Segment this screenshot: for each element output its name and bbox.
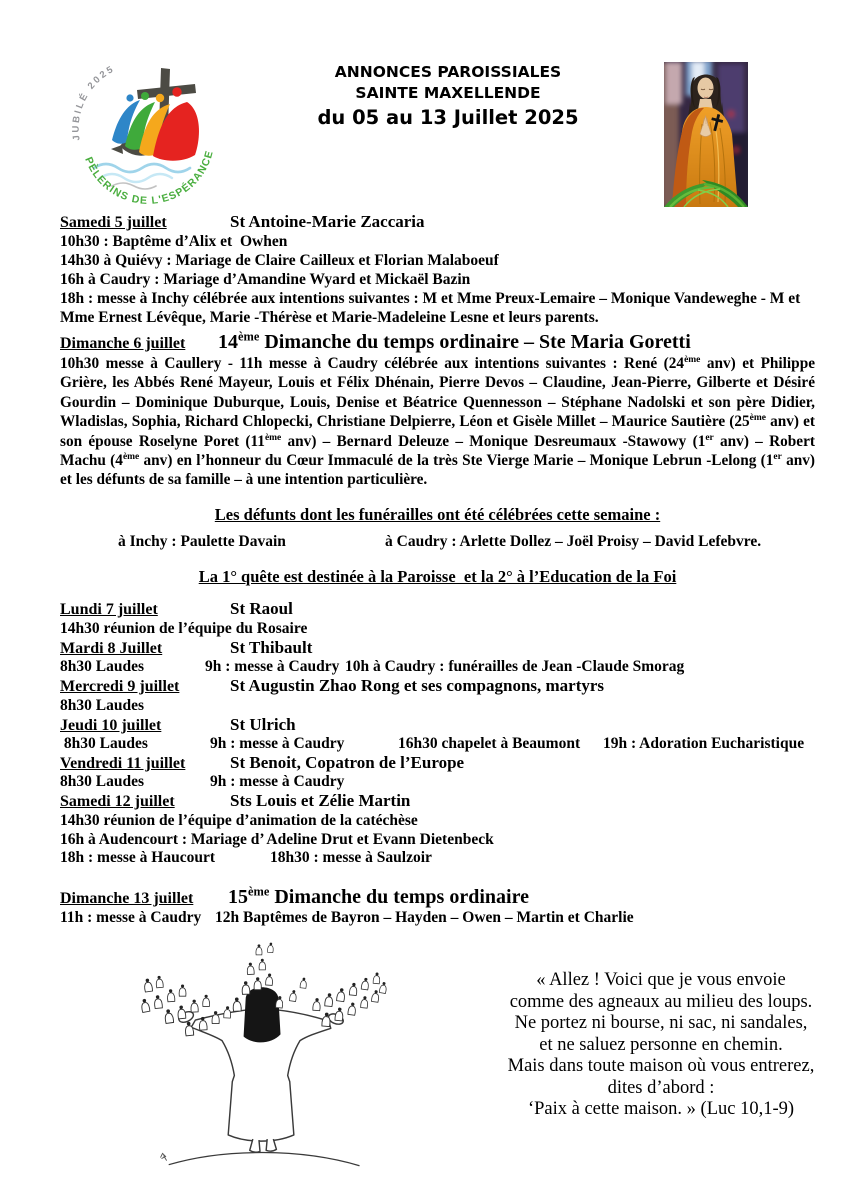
jubile-2025-logo (66, 56, 230, 212)
event-line: 16h à Caudry : Mariage d’Amandine Wyard et Mickaël Bazin (60, 271, 471, 288)
sainte-maxellende-statue-photo (664, 62, 748, 207)
quote-line: Mais dans toute maison où vous entrerez, (507, 1056, 815, 1076)
logo-arc-top-text: JUBILÉ 2025 (70, 63, 117, 142)
quote-line: et ne saluez personne en chemin. (539, 1034, 783, 1055)
quote-line: « Allez ! Voici que je vous envoie (536, 970, 786, 990)
gospel-quote (493, 970, 829, 1121)
statue-graphic (664, 62, 748, 207)
schedule-content (60, 212, 815, 927)
sunday-title: 14ème Dimanche du temps ordinaire – Ste Maria Goretti (218, 329, 691, 353)
event-line: 18h : messe à Haucourt 18h30 : messe à Saulzoir (60, 848, 432, 866)
quote-line: ‘Paix à cette maison. » (Luc 10,1-9) (527, 1099, 795, 1119)
svg-text:JUBILÉ 2025 (71, 63, 117, 141)
logo-arc-bottom-text: PÈLERINS DE L'ESPÉRANCE (82, 148, 216, 207)
christ-hair (244, 987, 281, 1042)
sunday-title: 15ème Dimanche du temps ordinaire (228, 884, 529, 908)
collection-heading: La 1° quête est destinée à la Paroisse et la 2° à l’Education de la Foi (198, 566, 677, 586)
saint-of-day: St Augustin Zhao Rong et ses compagnons, martyrs (230, 675, 605, 695)
day-label: Dimanche 6 juillet (60, 335, 186, 352)
day-label: Dimanche 13 juillet (60, 889, 194, 907)
mass-intentions-paragraph: 10h30 messe à Caullery - 11h messe à Caudry célébrée aux intentions suivantes : René (24ème anv) et Philippe Grière, les Abbés René Mayeur, Louis et Félix Dhénain, Pierre Devos – Claudine, Jean-Pierre, Gilberte et Désiré Gourdin – Dominique Duburque, Louis, Denise et Béatrice Quennesson – Stéphane Nadolski et son père Didier, Wladislas, Sophia, Richard Chlopecki, Christiane Delpierre, Léon et Gisèle Millet – Maurice Sautière (25ème anv) et son épouse Roselyne Poret (11ème anv) – Bernard Deleuze – Monique Desreumaux -Stawowy (1er anv) – Robert Machu (4ème anv) en l’honneur du Cœur Immaculé de la très Ste Vierge Marie – Monique Lebrun -Lelong (1er anv) et les défunts de sa famille – à une intention particulière. (60, 354, 815, 489)
bulletin-date-range: du 05 au 13 Juillet 2025 (317, 106, 579, 129)
day-label: Vendredi 11 juillet (60, 754, 186, 772)
funerals-heading: Les défunts dont les funérailles ont été célébrées cette semaine : (214, 504, 661, 524)
day-row-dimanche-13 (60, 885, 815, 909)
event-line: 14h30 réunion de l’équipe d’animation de la catéchèse (60, 811, 418, 829)
day-label: Mercredi 9 juillet (60, 677, 180, 695)
event-line: 14h30 réunion de l’équipe du Rosaire (60, 619, 308, 637)
day-row-lundi-7 (60, 599, 815, 619)
funerals-inchy: à Inchy : Paulette Davain (118, 532, 286, 550)
quote-line: Ne portez ni bourse, ni sac, ni sandales, (514, 1013, 808, 1033)
event-line: 11h : messe à Caudry 12h Baptêmes de Bayron – Hayden – Owen – Martin et Charlie (60, 908, 634, 926)
bulletin-title-line1: ANNONCES PAROISSIALES (334, 63, 562, 81)
artist-signature (160, 1153, 166, 1160)
day-label: Mardi 8 Juillet (60, 639, 163, 657)
bulletin-title-block (283, 62, 613, 131)
day-row-mercredi-9 (60, 676, 815, 696)
day-row-samedi-12 (60, 791, 815, 811)
event-line: 8h30 Laudes (60, 696, 144, 714)
event-line: 8h30 Laudes 9h : messe à Caudry 16h30 chapelet à Beaumont 19h : Adoration Eucharistique (60, 734, 805, 752)
saint-of-day: Sts Louis et Zélie Martin (230, 790, 411, 810)
ground-line (169, 1153, 360, 1166)
day-row-jeudi-10 (60, 715, 815, 735)
day-row-mardi-8 (60, 638, 815, 658)
quote-line: dites d’abord : (607, 1077, 715, 1098)
quote-line: comme des agneaux au milieu des loups. (509, 991, 813, 1012)
day-label: Samedi 12 juillet (60, 792, 175, 810)
day-label: Jeudi 10 juillet (60, 716, 162, 734)
day-label: Lundi 7 juillet (60, 600, 158, 618)
funerals-names-row (60, 533, 815, 551)
saint-of-day: St Ulrich (230, 714, 296, 734)
day-row-dimanche-6 (60, 330, 815, 354)
mass-intentions-paragraph: 18h : messe à Inchy célébrée aux intentions suivantes : M et Mme Preux-Lemaire – Monique Vandeweghe - M et Mme Ernest Lévêque, Marie -Thérèse et Marie-Madeleine Lesne et leurs parents. (60, 290, 801, 326)
event-line: 10h30 : Baptême d’Alix et Owhen (60, 233, 288, 250)
saint-of-day: St Benoit, Copatron de l’Europe (230, 752, 465, 772)
day-label: Samedi 5 juillet (60, 214, 167, 231)
funerals-caudry: à Caudry : Arlette Dollez – Joël Proisy – David Lefebvre. (385, 532, 762, 550)
jubile-logo-graphic (66, 56, 230, 212)
event-line: 16h à Audencourt : Mariage d’ Adeline Drut et Evann Dietenbeck (60, 830, 494, 848)
saint-of-day: St Raoul (230, 598, 293, 618)
event-line: 14h30 à Quiévy : Mariage de Claire Cailleux et Florian Malaboeuf (60, 252, 499, 269)
event-line: 8h30 Laudes 9h : messe à Caudry 10h à Caudry : funérailles de Jean -Claude Smorag (60, 657, 685, 675)
bulletin-title-line2: SAINTE MAXELLENDE (355, 84, 541, 102)
day-row-vendredi-11 (60, 753, 815, 773)
event-line: 8h30 Laudes 9h : messe à Caudry (60, 772, 345, 790)
day-row-samedi-5 (60, 212, 815, 232)
drawing-graphic (86, 938, 434, 1176)
jesus-sending-disciples-drawing (86, 938, 434, 1176)
saint-of-day: St Thibault (230, 637, 313, 657)
saint-of-day: St Antoine-Marie Zaccaria (230, 212, 425, 231)
